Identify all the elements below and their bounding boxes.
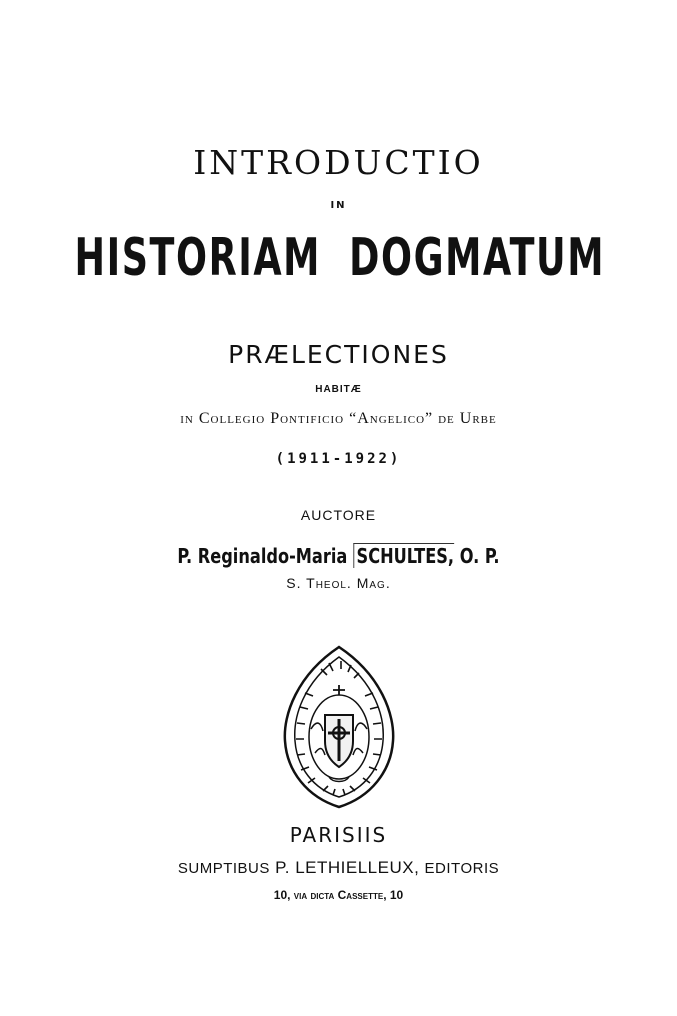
author-label: AUCTORE — [300, 507, 377, 523]
dominican-seal-icon — [281, 645, 397, 809]
title-connector: IN — [330, 200, 347, 211]
author-order: O. P. — [459, 544, 500, 568]
title-line-introductio: INTRODUCTIO — [193, 143, 484, 182]
subtitle-praelectiones: PRÆLECTIONES — [228, 340, 449, 369]
subtitle-habitae: HABITÆ — [315, 384, 362, 395]
title-line-historiam-dogmatum — [74, 228, 606, 288]
author-degree: S. Theol. Mag. — [286, 575, 391, 591]
subtitle-years: (1911-1922) — [275, 451, 402, 467]
imprint-city: PARISIIS — [289, 823, 388, 847]
imprint-address: 10, via dicta Cassette, 10 — [273, 888, 404, 902]
author-name-surname: SCHULTES, — [353, 543, 454, 568]
subtitle-collegio: in Collegio Pontificio “Angelico” de Urbe — [180, 410, 497, 427]
author-name-first: P. Reginaldo-Maria — [177, 544, 348, 568]
imprint-publisher — [0, 858, 677, 878]
title-word-dogmatum: DOGMATUM — [349, 228, 606, 288]
author-name — [34, 544, 643, 568]
imprint-publisher-name: P. LETHIELLEUX, — [275, 858, 420, 877]
imprint-publisher-suffix: EDITORIS — [424, 860, 500, 877]
imprint-publisher-prefix: SUMPTIBUS — [177, 860, 270, 877]
title-word-historiam: HISTORIAM — [74, 228, 322, 288]
